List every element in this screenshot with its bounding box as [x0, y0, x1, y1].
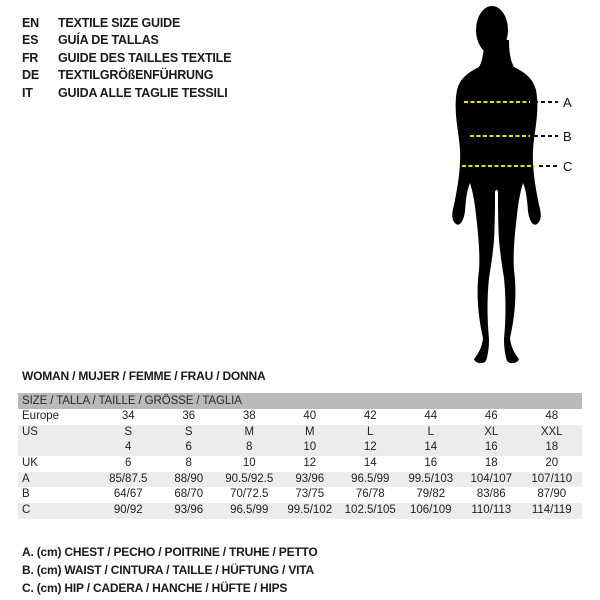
table-cell: L	[367, 425, 374, 438]
table-cell: 90/92	[113, 504, 143, 517]
table-cell: M	[244, 425, 255, 438]
table-cell: S	[124, 425, 133, 438]
row-label: A	[22, 472, 30, 485]
language-title: GUIDA ALLE TAGLIE TESSILI	[58, 85, 228, 100]
language-code: EN	[22, 16, 39, 30]
measure-label-hip: C	[563, 159, 573, 174]
table-cell: 6	[125, 457, 132, 470]
language-row-fr	[22, 50, 231, 67]
table-cell: 70/72.5	[230, 488, 269, 501]
table-cell: 44	[424, 410, 438, 422]
table-cell: 18	[484, 457, 498, 470]
table-cell: S	[184, 425, 193, 438]
table-row-europe	[18, 409, 582, 425]
measure-label-waist: B	[563, 129, 572, 144]
table-cell: 68/70	[174, 488, 204, 501]
language-code: DE	[22, 68, 39, 83]
table-cell: 93/96	[295, 472, 325, 485]
table-cell: 16	[424, 457, 438, 470]
table-cell: 10	[303, 441, 317, 454]
table-cell: 107/110	[531, 472, 573, 485]
language-row-de	[22, 67, 231, 84]
language-title: TEXTILGRÖßENFÜHRUNG	[58, 68, 214, 83]
table-row-uk	[18, 456, 582, 472]
language-row-en	[22, 15, 231, 32]
table-row-chest	[18, 472, 582, 488]
table-row-us	[18, 425, 582, 441]
table-cell: 93/96	[174, 504, 204, 517]
language-row-es	[22, 32, 231, 49]
table-cell: 16	[484, 441, 498, 454]
table-cell: 6	[185, 441, 192, 454]
language-code: ES	[22, 33, 39, 48]
language-guide-block	[22, 15, 231, 102]
language-row-it	[22, 85, 231, 102]
row-label: C	[22, 504, 31, 517]
table-row-hip	[18, 503, 582, 519]
legend-chest: A. (cm) CHEST / PECHO / POITRINE / TRUHE / PETTO	[22, 545, 318, 559]
language-title: TEXTILE SIZE GUIDE	[58, 16, 181, 30]
table-cell: 12	[363, 441, 377, 454]
table-cell: 14	[363, 457, 377, 470]
table-cell: 46	[484, 410, 498, 422]
table-cell: 114/119	[531, 504, 572, 517]
table-cell: 38	[242, 410, 256, 422]
language-title: GUÍA DE TALLAS	[58, 33, 159, 48]
table-cell: 96.5/99	[230, 504, 269, 517]
table-cell: 88/90	[174, 472, 204, 485]
row-label: Europe	[22, 410, 60, 422]
section-title-woman: WOMAN / MUJER / FEMME / FRAU / DONNA	[22, 369, 266, 383]
table-cell: 87/90	[537, 488, 567, 501]
table-cell: 36	[182, 410, 196, 422]
table-cell: XL	[484, 425, 499, 438]
table-cell: 64/67	[113, 488, 143, 501]
table-cell: 4	[125, 441, 132, 454]
table-cell: 90.5/92.5	[225, 472, 274, 485]
table-cell: 110/113	[471, 504, 512, 517]
table-cell: 96.5/99	[351, 472, 390, 485]
table-row-us-numeric	[18, 440, 582, 456]
legend-waist: B. (cm) WAIST / CINTURA / TAILLE / HÜFTUNG / VITA	[22, 563, 314, 578]
language-code: IT	[22, 85, 33, 100]
language-code: FR	[22, 50, 39, 65]
measurement-legend	[22, 543, 318, 598]
woman-silhouette-icon	[400, 0, 600, 375]
measure-label-chest: A	[563, 95, 572, 110]
table-cell: 10	[242, 457, 256, 470]
table-cell: 18	[545, 441, 559, 454]
table-cell: 104/107	[470, 472, 513, 485]
table-cell: XXL	[540, 425, 563, 438]
table-cell: 14	[424, 441, 438, 454]
table-cell: 83/86	[476, 488, 506, 501]
row-label: UK	[22, 457, 38, 470]
table-cell: 42	[363, 410, 377, 422]
table-cell: 99.5/102	[287, 504, 333, 517]
row-label	[18, 440, 98, 456]
table-cell: M	[304, 425, 315, 438]
size-table	[18, 393, 582, 519]
table-cell: 76/78	[355, 488, 385, 501]
table-cell: 34	[121, 410, 135, 422]
table-cell: 73/75	[295, 488, 325, 501]
table-cell: L	[427, 425, 434, 438]
table-cell: 48	[545, 410, 559, 422]
table-cell: 40	[303, 410, 317, 422]
table-cell: 8	[246, 441, 253, 454]
row-label: B	[22, 488, 30, 501]
table-cell: 102.5/105	[344, 504, 396, 517]
table-cell: 20	[545, 457, 559, 470]
size-table-header: SIZE / TALLA / TAILLE / GRÖSSE / TAGLIA	[18, 393, 582, 409]
table-cell: 79/82	[416, 488, 446, 501]
table-cell: 106/109	[409, 504, 452, 517]
table-row-waist	[18, 487, 582, 503]
table-cell: 8	[185, 457, 192, 470]
row-label: US	[22, 425, 38, 438]
table-cell: 85/87.5	[109, 472, 148, 485]
table-cell: 99.5/103	[408, 472, 454, 485]
table-cell: 12	[303, 457, 317, 470]
measurement-figure	[400, 0, 600, 375]
silhouette-body	[452, 40, 540, 363]
language-title: GUIDE DES TAILLES TEXTILE	[58, 50, 232, 65]
legend-hip: C. (cm) HIP / CADERA / HANCHE / HÜFTE / HIPS	[22, 581, 288, 596]
